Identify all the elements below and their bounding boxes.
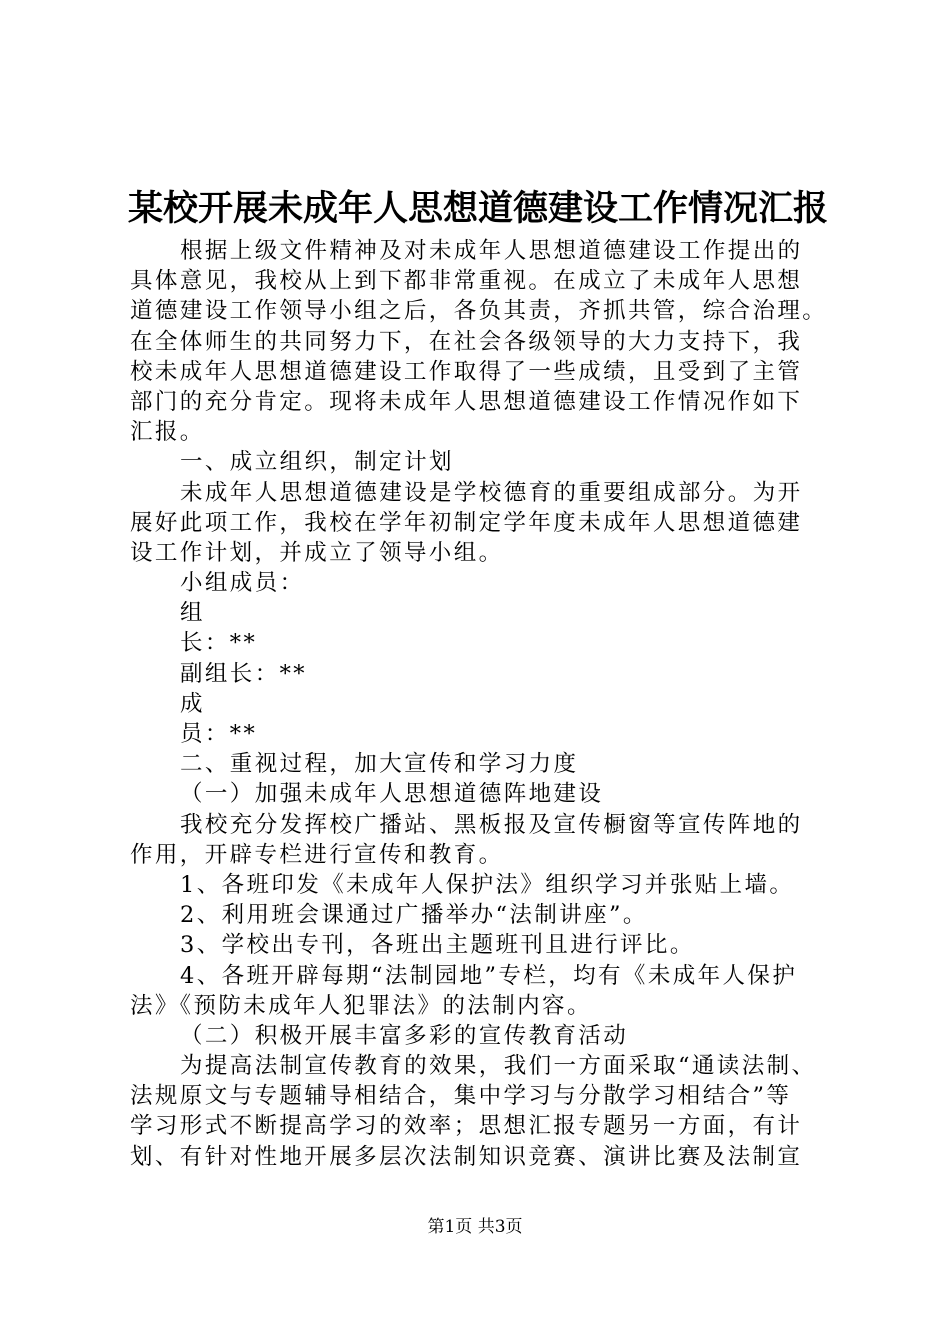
- paragraph-line: 我校充分发挥校广播站、黑板报及宣传橱窗等宣传阵地的: [180, 811, 803, 838]
- paragraph-line: 设工作计划，并成立了领导小组。: [130, 539, 504, 566]
- paragraph-line: 为提高法制宣传教育的效果，我们一方面采取“通读法制、: [180, 1053, 817, 1080]
- paragraph-line: 未成年人思想道德建设是学校德育的重要组成部分。为开: [180, 479, 803, 506]
- list-item: 2、利用班会课通过广播举办“法制讲座”。: [180, 902, 648, 929]
- member-line: 长：**: [180, 630, 258, 657]
- member-line: 副组长：**: [180, 660, 307, 687]
- paragraph-line: 具体意见，我校从上到下都非常重视。在成立了未成年人思想: [130, 268, 803, 295]
- member-list-label: 小组成员：: [180, 570, 305, 597]
- paragraph-line: 根据上级文件精神及对未成年人思想道德建设工作提出的: [180, 238, 803, 264]
- paragraph-line: 法规原文与专题辅导相结合，集中学习与分散学习相结合”等: [130, 1083, 792, 1110]
- page-footer: 第1页 共3页: [427, 1217, 523, 1237]
- subsection-heading: （二）积极开展丰富多彩的宣传教育活动: [180, 1022, 629, 1049]
- paragraph-line: 学习形式不断提高学习的效率；思想汇报专题另一方面，有计: [130, 1113, 803, 1140]
- section-heading: 二、重视过程，加大宣传和学习力度: [180, 751, 579, 778]
- member-line: 组: [180, 600, 205, 627]
- member-line: 成: [180, 690, 205, 717]
- paragraph-line: 汇报。: [130, 419, 205, 446]
- list-item: 3、学校出专刊，各班出主题班刊且进行评比。: [180, 932, 695, 959]
- paragraph-line: 部门的充分肯定。现将未成年人思想道德建设工作情况作如下: [130, 388, 803, 415]
- paragraph-line: 道德建设工作领导小组之后，各负其责，齐抓共管，综合治理。: [130, 298, 828, 325]
- paragraph-line: 作用，开辟专栏进行宣传和教育。: [130, 841, 504, 868]
- paragraph-line: 在全体师生的共同努力下，在社会各级领导的大力支持下，我: [130, 328, 803, 355]
- paragraph-line: 展好此项工作，我校在学年初制定学年度未成年人思想道德建: [130, 509, 803, 536]
- section-heading: 一、成立组织，制定计划: [180, 449, 454, 476]
- subsection-heading: （一）加强未成年人思想道德阵地建设: [180, 781, 604, 808]
- list-item: 法》《预防未成年人犯罪法》的法制内容。: [130, 992, 592, 1019]
- list-item: 1、各班印发《未成年人保护法》组织学习并张贴上墙。: [180, 871, 795, 898]
- paragraph-line: 划、有针对性地开展多层次法制知识竞赛、演讲比赛及法制宣: [130, 1143, 803, 1170]
- member-line: 员：**: [180, 721, 258, 747]
- paragraph-line: 校未成年人思想道德建设工作取得了一些成绩，且受到了主管: [130, 358, 803, 385]
- document-title: 某校开展未成年人思想道德建设工作情况汇报: [128, 189, 829, 229]
- list-item: 4、各班开辟每期“法制园地”专栏，均有《未成年人保护: [180, 962, 798, 989]
- document-body: [130, 236, 860, 1172]
